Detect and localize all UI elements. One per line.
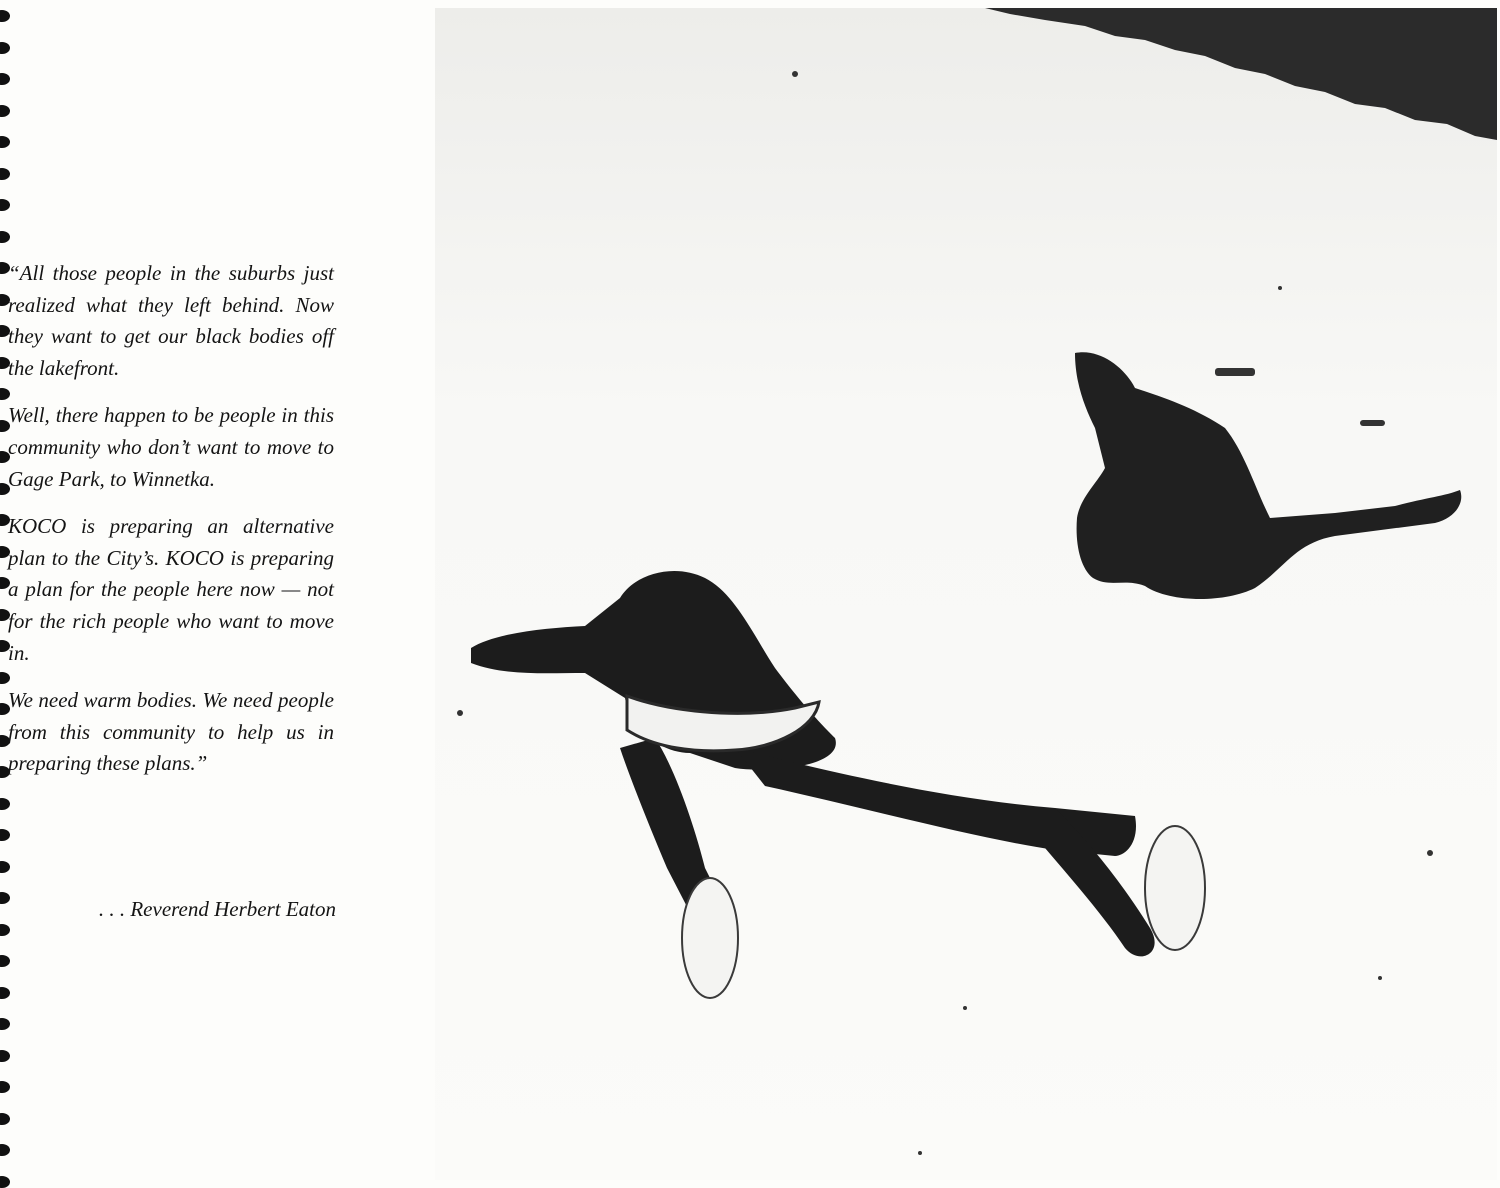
binding-hole bbox=[0, 168, 10, 180]
binding-hole bbox=[0, 1081, 10, 1093]
quote-paragraph: Well, there happen to be people in this community who don’t want to move to Gage Park, to Winnetka. bbox=[8, 403, 334, 491]
binding-hole bbox=[0, 955, 10, 967]
beach-photograph bbox=[435, 8, 1497, 1180]
foot-left bbox=[682, 878, 738, 998]
binding-hole bbox=[0, 1144, 10, 1156]
sand-background bbox=[435, 8, 1497, 1180]
binding-hole bbox=[0, 1176, 10, 1188]
binding-hole bbox=[0, 105, 10, 117]
binding-hole bbox=[0, 136, 10, 148]
binding-hole bbox=[0, 231, 10, 243]
binding-hole bbox=[0, 987, 10, 999]
quote-paragraph: KOCO is preparing an alternative plan to the City’s. KOCO is preparing a plan for the people here now — not for the rich people who want to move in. bbox=[8, 514, 334, 665]
binding-hole bbox=[0, 1050, 10, 1062]
binding-hole bbox=[0, 1113, 10, 1125]
binding-hole bbox=[0, 10, 10, 22]
quote-paragraph: “All those people in the suburbs just realized what they left behind. Now they want to get our black bodies off the lakefront. bbox=[8, 261, 334, 380]
quote-paragraph: We need warm bodies. We need people from this community to help us in preparing these plans.” bbox=[8, 688, 334, 776]
binding-hole bbox=[0, 861, 10, 873]
foot-right bbox=[1145, 826, 1205, 950]
binding-hole bbox=[0, 199, 10, 211]
binding-hole bbox=[0, 924, 10, 936]
binding-hole bbox=[0, 829, 10, 841]
binding-hole bbox=[0, 73, 10, 85]
binding-hole bbox=[0, 42, 10, 54]
quote-block bbox=[8, 258, 334, 796]
binding-hole bbox=[0, 892, 10, 904]
binding-hole bbox=[0, 798, 10, 810]
binding-hole bbox=[0, 1018, 10, 1030]
quote-attribution: . . . Reverend Herbert Eaton bbox=[98, 897, 336, 921]
